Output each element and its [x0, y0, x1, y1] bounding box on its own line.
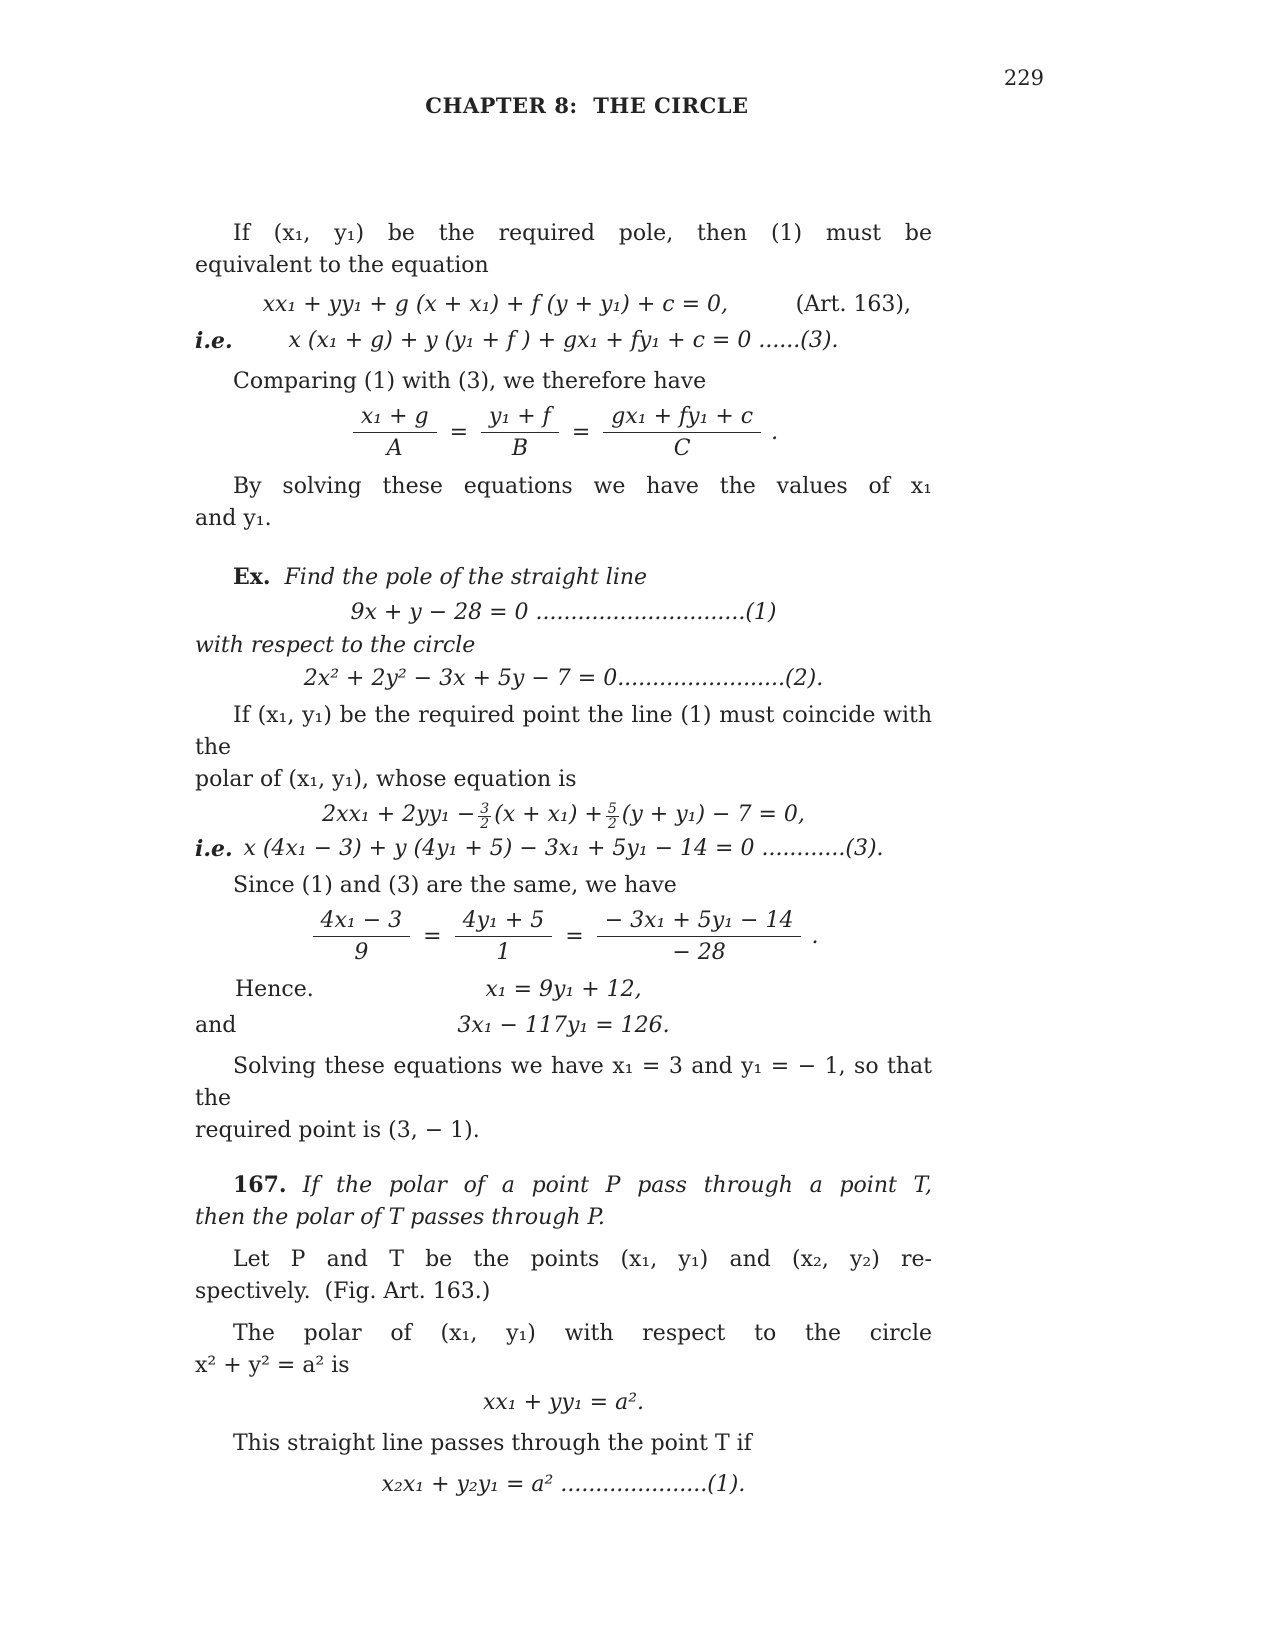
paragraph-line: Solving these equations we have x₁ = 3 and y₁ = − 1, so that the [195, 1054, 932, 1111]
paragraph-line: The polar of (x₁, y₁) with respect to the circle [233, 1321, 932, 1346]
equation-label: Hence. [235, 977, 314, 1002]
equals-sign: = [423, 924, 442, 949]
equation: 2x² + 2y² − 3x + 5y − 7 = 0........................(2). [303, 666, 824, 691]
paragraph-line: This straight line passes through the point T if [233, 1431, 752, 1456]
paragraph-line: and y₁. [195, 506, 272, 531]
equation: xx₁ + yy₁ + g (x + x₁) + f (y + y₁) + c = 0, [262, 292, 729, 317]
fraction-denominator: A [386, 436, 403, 461]
fraction [353, 404, 437, 461]
equation-row [195, 324, 932, 358]
equation: x₁ = 9y₁ + 12, [485, 977, 642, 1002]
equation-row [195, 596, 932, 630]
article-statement: If the polar of a point P pass through a point T, [302, 1173, 932, 1198]
paragraph [195, 218, 932, 282]
paragraph [195, 1244, 932, 1308]
fraction [603, 404, 761, 461]
equation-row [195, 798, 932, 832]
equation-label: and [195, 1013, 237, 1038]
paragraph [195, 1318, 932, 1382]
equation-row [195, 662, 932, 696]
article-statement-line: then the polar of T passes through P. [195, 1205, 605, 1230]
paragraph-line: If (x₁, y₁) be the required point the line (1) must coincide with the [195, 703, 932, 760]
paragraph [195, 1428, 932, 1460]
paragraph [195, 366, 932, 398]
equation-segment: 2xx₁ + 2yy₁ − [322, 802, 476, 827]
equation: x (x₁ + g) + y (y₁ + f ) + gx₁ + fy₁ + c = 0 ......(3). [288, 328, 839, 353]
equation-row [195, 1468, 932, 1502]
equals-sign: = [565, 924, 584, 949]
fraction-denominator: B [511, 436, 528, 461]
paragraph-line: polar of (x₁, y₁), whose equation is [195, 767, 577, 792]
equals-sign: = [571, 420, 591, 445]
content-column [195, 64, 1044, 1502]
fraction-numerator: 4x₁ − 3 [313, 908, 411, 937]
fraction-denominator: 2 [480, 816, 490, 832]
article-167 [195, 1169, 932, 1234]
fraction-numerator: 3 [480, 801, 490, 817]
paragraph-line: equivalent to the equation [195, 253, 489, 278]
fraction-denominator: 9 [354, 940, 369, 965]
equation-row [195, 1009, 932, 1043]
equation-label: i.e. [195, 836, 233, 862]
paragraph [195, 1051, 932, 1147]
equation-note: (Art. 163), [795, 292, 932, 317]
equation: x (4x₁ − 3) + y (4y₁ + 5) − 3x₁ + 5y₁ − 14 = 0 ............(3). [243, 836, 884, 861]
paragraph-line: required point is (3, − 1). [195, 1118, 480, 1143]
paragraph [195, 700, 932, 796]
article-number: 167. [233, 1172, 287, 1198]
example-label: Ex. [233, 564, 271, 590]
paragraph [195, 630, 932, 662]
equation: x₂x₁ + y₂y₁ = a² .....................(1). [381, 1472, 746, 1497]
equation: xx₁ + yy₁ = a². [482, 1390, 645, 1415]
fraction-numerator: x₁ + g [353, 404, 437, 433]
equation-fractions [195, 908, 932, 965]
fraction-numerator: y₁ + f [481, 404, 559, 433]
fraction [455, 908, 553, 965]
fraction-denominator: − 28 [672, 940, 726, 965]
fraction [606, 803, 619, 830]
paragraph-line: Since (1) and (3) are the same, we have [233, 873, 677, 898]
fraction [478, 803, 491, 830]
equation-row [195, 973, 932, 1007]
equation-segment: (x + x₁) + [494, 802, 603, 827]
paragraph-line: Comparing (1) with (3), we therefore have [233, 369, 707, 394]
example-text: Find the pole of the straight line [284, 565, 648, 590]
equation-segment: (y + y₁) − 7 = 0, [621, 802, 805, 827]
paragraph-line: x² + y² = a² is [195, 1353, 350, 1378]
fraction-numerator: 4y₁ + 5 [455, 908, 553, 937]
fraction [597, 908, 802, 965]
example-heading [195, 561, 932, 594]
chapter-title: CHAPTER 8: THE CIRCLE [425, 93, 749, 118]
page-header [195, 64, 1044, 176]
equation-label: i.e. [195, 328, 233, 354]
paragraph-line: Let P and T be the points (x₁, y₁) and (x₂, y₂) re- [233, 1247, 932, 1272]
paragraph-line: If (x₁, y₁) be the required pole, then (1) must be [233, 221, 932, 246]
paragraph-line: By solving these equations we have the values of x₁ [233, 474, 932, 499]
paragraph-line: spectively. (Fig. Art. 163.) [195, 1279, 491, 1304]
fraction-denominator: 1 [496, 940, 511, 965]
fraction-numerator: − 3x₁ + 5y₁ − 14 [597, 908, 802, 937]
equation-tail: . [771, 420, 779, 445]
fraction-denominator: 2 [607, 816, 617, 832]
equation-row [195, 1386, 932, 1420]
fraction-numerator: gx₁ + fy₁ + c [603, 404, 761, 433]
paragraph [195, 471, 932, 535]
paragraph [195, 870, 932, 902]
fraction [313, 908, 411, 965]
equation [322, 801, 805, 832]
equation-row [195, 288, 932, 322]
equation-fractions [195, 404, 932, 461]
equation-tail: . [811, 924, 819, 949]
equals-sign: = [449, 420, 469, 445]
paragraph-line: with respect to the circle [195, 633, 476, 658]
page-number: 229 [1003, 66, 1044, 90]
fraction [481, 404, 559, 461]
fraction-numerator: 5 [607, 801, 617, 817]
equation: 9x + y − 28 = 0 ..............................(1) [350, 600, 777, 625]
equation: 3x₁ − 117y₁ = 126. [457, 1013, 670, 1038]
fraction-denominator: C [673, 436, 691, 461]
equation-row [195, 832, 932, 866]
